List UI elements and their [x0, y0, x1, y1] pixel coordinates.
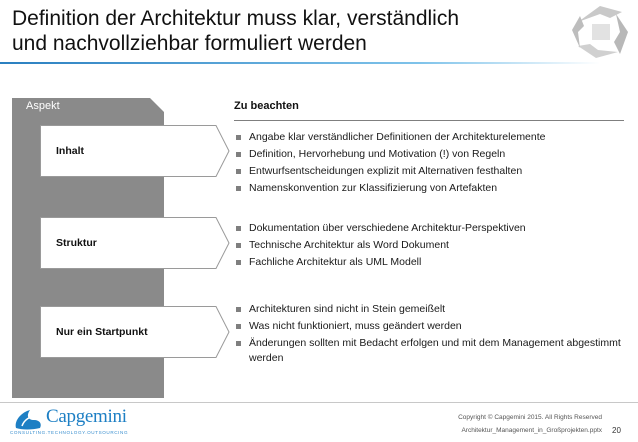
list-item — [236, 238, 626, 253]
bullet-square-icon — [236, 307, 241, 312]
page-number: 20 — [612, 426, 621, 435]
bullet-square-icon — [236, 169, 241, 174]
list-item-text: Entwurfsentscheidungen explizit mit Alternativen festhalten — [249, 165, 523, 177]
bullet-square-icon — [236, 186, 241, 191]
list-item-text: Was nicht funktioniert, muss geändert werden — [249, 320, 462, 332]
slide-title — [12, 6, 552, 56]
bullet-square-icon — [236, 341, 241, 346]
aspect-label: Struktur — [56, 237, 97, 249]
list-item-text: Angabe klar verständlicher Definitionen der Architekturelemente — [249, 131, 546, 143]
list-item-text: Architekturen sind nicht in Stein gemeißelt — [249, 303, 446, 315]
capgemini-logo — [10, 406, 150, 438]
aspect-row-struktur — [40, 217, 230, 269]
notes-list-startpunkt — [236, 302, 626, 368]
list-item — [236, 147, 626, 162]
title-underline — [0, 62, 600, 64]
list-item — [236, 164, 626, 179]
aspect-row-startpunkt — [40, 306, 230, 358]
notes-list-struktur — [236, 221, 626, 272]
aspect-column-header: Aspekt — [26, 100, 60, 112]
footer-divider — [0, 402, 638, 403]
slide-title-line-1: Definition der Architektur muss klar, verständlich — [12, 7, 460, 30]
bullet-square-icon — [236, 135, 241, 140]
list-item — [236, 336, 626, 366]
list-item-text: Änderungen sollten mit Bedacht erfolgen und mit dem Management abgestimmt werden — [249, 337, 621, 364]
aspect-row-inhalt — [40, 125, 230, 177]
bullet-square-icon — [236, 152, 241, 157]
copyright-text: Copyright © Capgemini 2015. All Rights Reserved — [458, 414, 602, 421]
slide-title-line-2: und nachvollziehbar formuliert werden — [12, 32, 367, 55]
list-item-text: Definition, Hervorhebung und Motivation (!) von Regeln — [249, 148, 506, 160]
notes-list-inhalt — [236, 130, 626, 198]
bullet-square-icon — [236, 260, 241, 265]
aspect-label: Inhalt — [56, 145, 84, 157]
list-item-text: Namenskonvention zur Klassifizierung von Artefakten — [249, 182, 498, 194]
header-divider — [234, 120, 624, 121]
spade-icon — [12, 408, 44, 430]
notes-column-header: Zu beachten — [234, 100, 299, 112]
bullet-square-icon — [236, 243, 241, 248]
list-item-text: Dokumentation über verschiedene Architektur-Perspektiven — [249, 222, 526, 234]
list-item — [236, 319, 626, 334]
list-item — [236, 181, 626, 196]
brand-name: Capgemini — [46, 406, 127, 427]
aspect-label: Nur ein Startpunkt — [56, 326, 148, 338]
list-item — [236, 221, 626, 236]
bullet-square-icon — [236, 324, 241, 329]
file-name: Architektur_Management_in_Großprojekten.pptx — [461, 427, 602, 434]
brand-tagline: CONSULTING.TECHNOLOGY.OUTSOURCING — [10, 430, 129, 435]
list-item — [236, 130, 626, 145]
cycle-arrows-icon — [570, 2, 632, 60]
list-item-text: Fachliche Architektur als UML Modell — [249, 256, 422, 268]
list-item — [236, 302, 626, 317]
list-item-text: Technische Architektur als Word Dokument — [249, 239, 449, 251]
bullet-square-icon — [236, 226, 241, 231]
list-item — [236, 255, 626, 270]
